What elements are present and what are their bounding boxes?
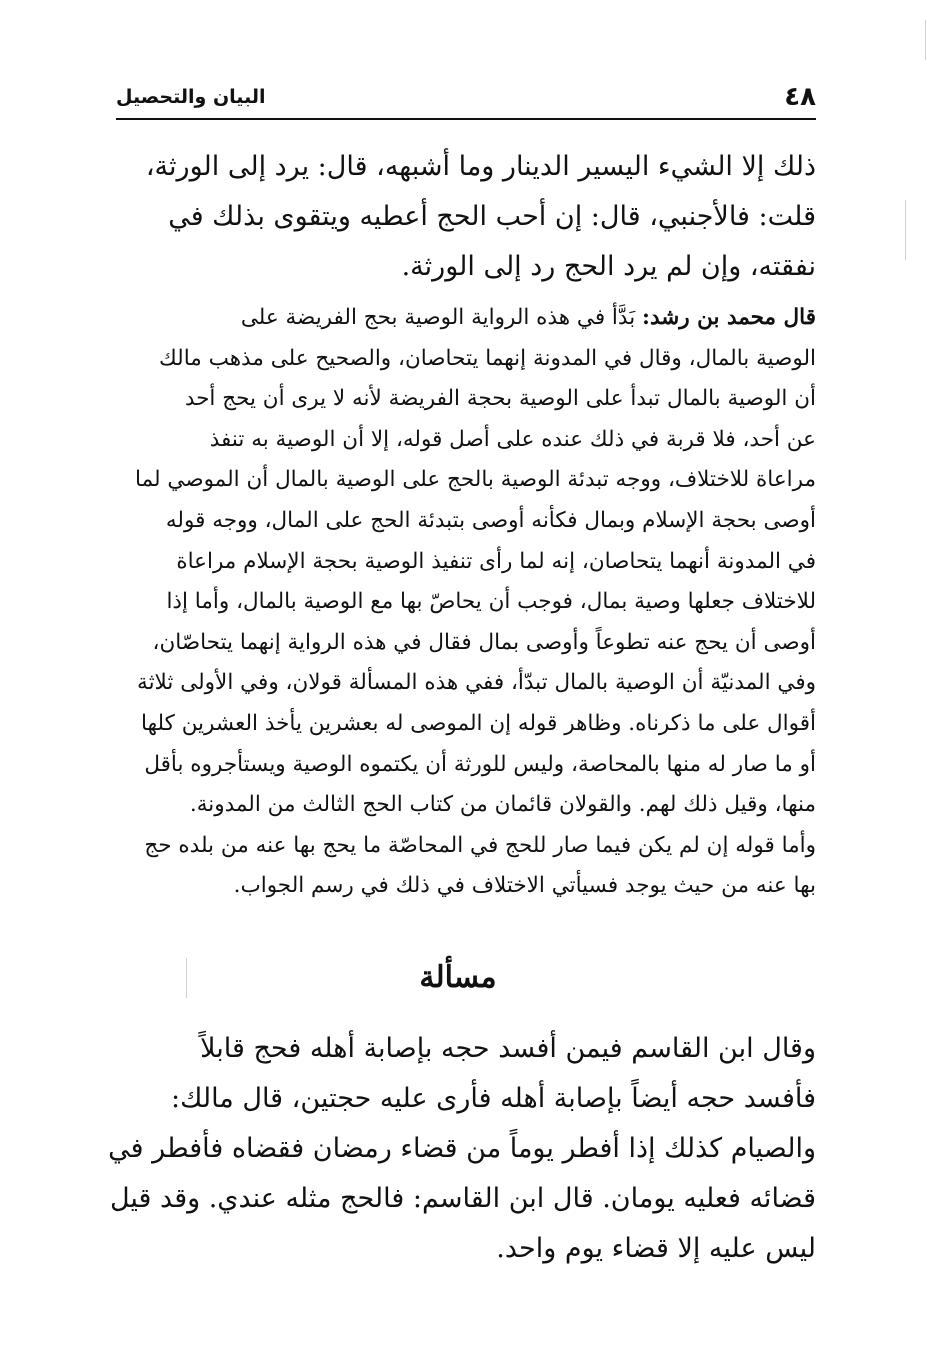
running-title: البيان والتحصيل: [116, 86, 266, 108]
text-line: أو ما صار له منها بالمحاصة، وليس للورثة أن يكتموه الوصية ويستأجروه بأقل: [144, 751, 816, 777]
commentary-author-lead: قال محمد بن رشد:: [642, 305, 816, 330]
text-line: الوصية بالمال، وقال في المدونة إنهما يتحاصان، والصحيح على مذهب مالك: [159, 345, 816, 371]
text-line: قضائه فعليه يومان. قال ابن القاسم: فالحج مثله عندي. وقد قيل: [109, 1183, 816, 1214]
page-header: [116, 80, 816, 116]
text-line: وأما قوله إن لم يكن فيما صار للحج في المحاصّة ما يحج بها عنه من بلده حج: [144, 832, 816, 858]
scan-margin-mark: [905, 200, 906, 260]
paragraph-1: [100, 142, 816, 292]
text-line: أن الوصية بالمال تبدأ على الوصية بحجة الفريضة لأنه لا يرى أن يحج أحد: [184, 386, 816, 412]
text-line: أقوال على ما ذكرناه. وظاهر قوله إن الموصى له بعشرين يأخذ العشرين كلها: [141, 710, 816, 736]
text-line: بها عنه من حيث يوجد فسيأتي الاختلاف في ذلك في رسم الجواب.: [233, 873, 816, 899]
text-line-rest: بَدَّأ في هذه الرواية الوصية بحج الفريضة على: [240, 305, 643, 330]
scan-margin-mark: [186, 958, 187, 998]
paragraph-3: [100, 1024, 816, 1274]
text-line: وفي المدنيّة أن الوصية بالمال تبدّأ، ففي هذه المسألة قولان، وفي الأولى ثلاثة: [137, 670, 816, 696]
text-line: قلت: فالأجنبي، قال: إن أحب الحج أعطيه ويتقوى بذلك في: [168, 201, 816, 232]
text-line: نفقته، وإن لم يرد الحج رد إلى الورثة.: [401, 251, 816, 282]
section-heading: مسألة: [419, 960, 497, 995]
text-line: ليس عليه إلا قضاء يوم واحد.: [496, 1233, 816, 1264]
text-line: عن أحد، فلا قربة في ذلك عنده على أصل قوله، إلا أن الوصية به تنفذ: [209, 426, 816, 452]
text-line: مراعاة للاختلاف، ووجه تبدئة الوصية بالحج على الوصية بالمال أن الموصي لما: [135, 467, 816, 493]
text-line: في المدونة أنهما يتحاصان، إنه لما رأى تنفيذ الوصية بحجة الإسلام مراعاة: [176, 548, 816, 574]
text-line: للاختلاف جعلها وصية بمال، فوجب أن يحاصّ بها مع الوصية بالمال، وأما إذا: [166, 589, 816, 615]
scan-margin-mark: [925, 20, 926, 60]
text-line: منها، وقيل ذلك لهم. والقولان قائمان من كتاب الحج الثالث من المدونة.: [189, 792, 816, 818]
paragraph-2-commentary: [100, 298, 816, 907]
page-number: ٤٨: [784, 82, 816, 112]
text-line: ذلك إلا الشيء اليسير الدينار وما أشبهه، قال: يرد إلى الورثة،: [145, 151, 816, 182]
text-line: فأفسد حجه أيضاً بإصابة أهله فأرى عليه حجتين، قال مالك:: [170, 1083, 816, 1114]
text-line: أوصى بحجة الإسلام وبمال فكأنه أوصى بتبدئة الحج على المال، ووجه قوله: [165, 507, 816, 533]
text-line: والصيام كذلك إذا أفطر يوماً من قضاء رمضان فقضاه فأفطر في: [108, 1133, 816, 1164]
header-rule: [116, 118, 816, 120]
text-line: وقال ابن القاسم فيمن أفسد حجه بإصابة أهله فحج قابلاً: [200, 1033, 816, 1064]
text-line-with-lead: [100, 298, 816, 339]
text-line: أوصى أن يحج عنه تطوعاً وأوصى بمال فقال في هذه الرواية إنهما يتحاصّان،: [152, 629, 816, 655]
